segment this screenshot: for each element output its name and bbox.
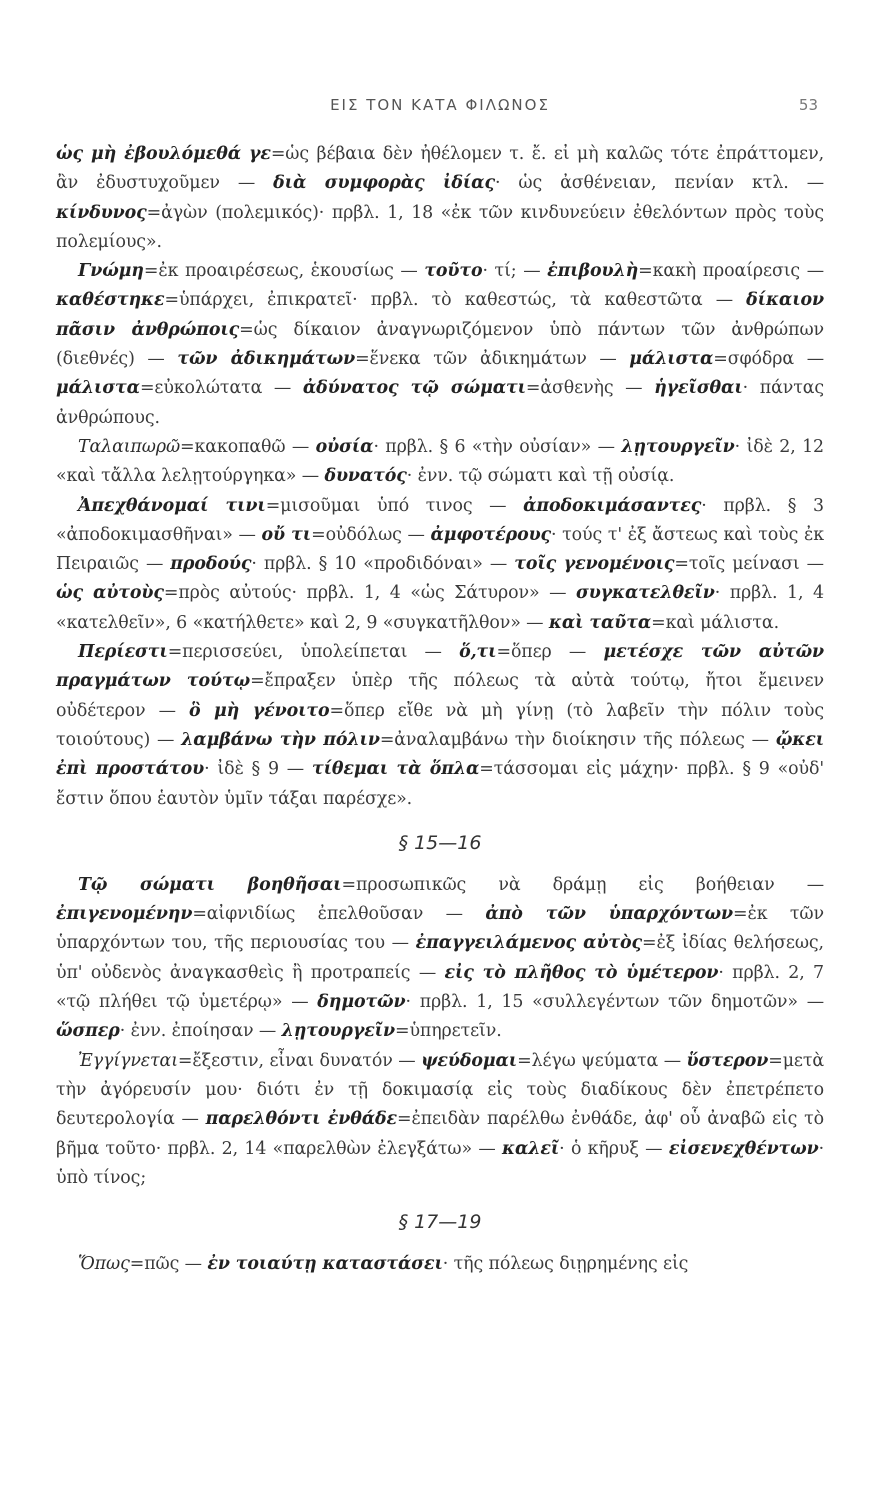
lemma-term: ὕστερον xyxy=(686,1050,769,1071)
gloss-text: · ἐνν. ἐποίησαν — xyxy=(119,1021,282,1042)
gloss-text: =ὑπάρχει, ἐπικρατεῖ· πρβλ. τὸ καθεστώς, τὰ καθεστῶτα — xyxy=(164,290,747,311)
lemma-term: τοῦτο xyxy=(424,261,483,282)
commentary-paragraph xyxy=(56,638,824,814)
commentary-paragraph xyxy=(56,1250,824,1279)
lemma-term: λῃτουργεῖν xyxy=(621,436,735,457)
lemma-term: λαμβάνω τὴν πόλιν xyxy=(181,729,380,750)
gloss-text: =ἐκ τῶν ὑπαρχόντων του, τῆς περιουσίας του — xyxy=(56,904,824,954)
lemma-term: ἐπιβουλὴ xyxy=(547,261,639,282)
gloss-text: =ἀναλαμβάνω τὴν διοίκησιν τῆς πόλεως — xyxy=(379,729,776,750)
lemma-term: οὔ τι xyxy=(261,524,312,545)
lemma-term: ὅ,τι xyxy=(459,642,497,663)
lemma-term: τῶν ἀδικημάτων xyxy=(177,349,356,370)
gloss-text: =ἔξεστιν, εἶναι δυνατόν — xyxy=(177,1050,422,1071)
lemma-term: ὡς αὐτοὺς xyxy=(56,583,164,604)
lemma-term: τίθεμαι τὰ ὅπλα xyxy=(311,759,480,780)
gloss-text: =ἀσθενὴς — xyxy=(525,378,655,399)
gloss-text: =εὐκολώτατα — xyxy=(139,378,303,399)
lemma-term: δημοτῶν xyxy=(317,992,406,1013)
lemma-term: παρελθόντι ἐνθάδε xyxy=(205,1109,397,1130)
gloss-text: · πάντας ἀνθρώπους. xyxy=(56,378,824,428)
gloss-text: =κακὴ προαίρεσις — xyxy=(638,261,825,282)
lemma-term: ἐπιγενομένην xyxy=(56,904,193,925)
lemma-term: Ὅπως xyxy=(78,1254,130,1275)
lemma-term: ἀπὸ τῶν ὑπαρχόντων xyxy=(485,904,733,925)
gloss-text: · τῆς πόλεως διῃρημένης εἰς xyxy=(442,1254,689,1275)
lemma-term: δυνατός xyxy=(324,466,407,487)
lemma-term: οὐσία xyxy=(315,436,374,457)
lemma-term: ἀδύνατος τῷ σώματι xyxy=(302,378,526,399)
gloss-text: =αἰφνιδίως ἐπελθοῦσαν — xyxy=(192,904,486,925)
commentary-paragraph xyxy=(56,1047,824,1193)
gloss-text: =μισοῦμαι ὑπό τινος — xyxy=(265,495,524,516)
lemma-term: καλεῖ xyxy=(502,1138,560,1159)
gloss-text: =προσωπικῶς νὰ δράμῃ εἰς βοήθειαν — xyxy=(341,874,825,895)
commentary-paragraph xyxy=(56,433,824,492)
section-heading: § 15—16 xyxy=(398,831,482,854)
commentary-paragraph xyxy=(56,257,824,433)
lemma-term: ὡς μὴ ἐβουλόμεθά γε xyxy=(56,144,271,164)
commentary-body xyxy=(56,140,824,1279)
gloss-text: =ὡς δίκαιον ἀναγνωριζόμενον ὑπὸ πάντων τῶν ἀνθρώπων (διεθνές) — xyxy=(56,319,824,370)
gloss-text: · ὑπὸ τίνος; xyxy=(56,1138,825,1188)
page-number: 53 xyxy=(798,96,818,114)
gloss-text: · πρβλ. § 6 «τὴν οὐσίαν» — xyxy=(373,436,622,457)
lemma-term: κίνδυνος xyxy=(56,202,147,223)
gloss-text: =ἐκ προαιρέσεως, ἑκουσίως — xyxy=(143,261,425,282)
lemma-term: Τῷ σώματι βοηθῆσαι xyxy=(78,874,342,895)
gloss-text: =ἀγὼν (πολεμικός)· πρβλ. 1, 18 «ἐκ τῶν κινδυνεύειν ἐθελόντων πρὸς τοὺς πολεμίους». xyxy=(56,202,824,252)
lemma-term: Ταλαιπωρῶ xyxy=(78,436,181,457)
lemma-term: Περίεστι xyxy=(78,642,168,663)
gloss-text: =ὡς βέβαια δὲν ἠθέλομεν τ. ἔ. εἰ μὴ καλῶς τότε ἐπράττομεν, ἂν ἐδυστυχοῦμεν — xyxy=(56,144,824,194)
gloss-text: =ὑπηρετεῖν. xyxy=(394,1021,502,1042)
lemma-term: εἰσενεχθέντων xyxy=(668,1138,819,1159)
lemma-term: μάλιστα xyxy=(56,378,140,399)
gloss-text: · πρβλ. 1, 4 «κατελθεῖν», 6 «κατήλθετε» καὶ 2, 9 «συγκατῆλθον» — xyxy=(56,583,824,633)
lemma-term: ὥσπερ xyxy=(56,1021,120,1042)
lemma-term: Ἀπεχθάνομαί τινι xyxy=(78,495,266,516)
lemma-term: ᾤκει ἐπὶ προστάτου xyxy=(56,729,825,780)
gloss-text: =οὐδόλως — xyxy=(311,524,431,545)
gloss-text: · πρβλ. § 3 «ἀποδοκιμασθῆναι» — xyxy=(56,495,824,545)
lemma-term: ἐν τοιαύτῃ καταστάσει xyxy=(207,1254,443,1275)
gloss-text: · τί; — xyxy=(482,261,548,282)
gloss-text: =περισσεύει, ὑπολείπεται — xyxy=(167,642,460,663)
gloss-text: =τοῖς μείνασι — xyxy=(674,554,824,575)
lemma-term: Ἐγγίγνεται xyxy=(78,1050,178,1071)
lemma-term: καὶ ταῦτα xyxy=(548,612,652,633)
gloss-text: =μετὰ τὴν ἀγόρευσίν μου· διότι ἐν τῇ δοκιμασίᾳ εἰς τοὺς διαδίκους δὲν ἐπετρέπετο δευτερολογία — xyxy=(56,1050,824,1130)
gloss-text: · ὁ κῆρυξ — xyxy=(559,1138,669,1159)
gloss-text: =πῶς — xyxy=(129,1254,208,1275)
gloss-text: · πρβλ. 2, 7 «τῷ πλήθει τῷ ὑμετέρῳ» — xyxy=(56,962,824,1013)
commentary-paragraph xyxy=(56,492,824,638)
lemma-term: μάλιστα xyxy=(629,349,714,370)
lemma-term: τοῖς γενομένοις xyxy=(514,554,675,575)
lemma-term: μετέσχε τῶν αὐτῶν πραγμάτων τούτῳ xyxy=(56,642,824,692)
gloss-text: =πρὸς αὐτούς· πρβλ. 1, 4 «ὡς Σάτυρον» — xyxy=(163,583,576,604)
section-heading: § 17—19 xyxy=(398,1211,482,1234)
gloss-text: =ὅπερ εἴθε νὰ μὴ γίνῃ (τὸ λαβεῖν τὴν πόλιν τοὺς τοιούτους) — xyxy=(56,700,824,750)
gloss-text: · τούς τ' ἐξ ἄστεως καὶ τοὺς ἐκ Πειραιῶς — xyxy=(56,524,824,575)
lemma-term: ψεύδομαι xyxy=(421,1050,518,1071)
lemma-term: ἡγεῖσθαι xyxy=(654,378,743,399)
gloss-text: =ἐξ ἰδίας θελήσεως, ὑπ' οὐδενὸς ἀναγκασθεὶς ἢ προτραπείς — xyxy=(56,933,824,983)
lemma-term: προδούς xyxy=(170,554,252,575)
gloss-text: · πρβλ. 1, 15 «συλλεγέντων τῶν δημοτῶν» — xyxy=(405,992,824,1013)
lemma-term: ἐπαγγειλάμενος αὐτὸς xyxy=(415,933,642,954)
gloss-text: =ἐπειδὰν παρέλθω ἐνθάδε, ἀφ' οὗ ἀναβῶ εἰς τὸ βῆμα τοῦτο· πρβλ. 2, 14 «παρελθὼν ἐλεγξάτω» — xyxy=(56,1109,824,1159)
lemma-term: εἰς τὸ πλῆθος τὸ ὑμέτερον xyxy=(444,962,719,983)
commentary-paragraph xyxy=(56,140,824,257)
gloss-text: =καὶ μάλιστα. xyxy=(651,612,780,633)
lemma-term: καθέστηκε xyxy=(56,290,165,311)
lemma-term: διὰ συμφορὰς ἰδίας xyxy=(273,173,495,194)
gloss-text: =ἔπραξεν ὑπὲρ τῆς πόλεως τὰ αὐτὰ τούτῳ, ἤτοι ἔμεινεν οὐδέτερον — xyxy=(56,671,824,721)
book-page xyxy=(56,0,824,1500)
gloss-text: · πρβλ. § 10 «προδιδόναι» — xyxy=(251,554,515,575)
gloss-text: =ὅπερ — xyxy=(496,642,604,663)
gloss-text: · ἰδὲ 2, 12 «καὶ τἄλλα λελῃτούργηκα» — xyxy=(56,436,824,487)
gloss-text: · ἐνν. τῷ σώματι καὶ τῇ οὐσίᾳ. xyxy=(406,466,675,487)
gloss-text: =τάσσομαι εἰς μάχην· πρβλ. § 9 «οὐδ' ἔστιν ὅπου ἑαυτὸν ὑμῖν τάξαι παρέσχε». xyxy=(56,759,825,809)
lemma-term: ἀμφοτέρους xyxy=(430,524,552,545)
lemma-term: λῃτουργεῖν xyxy=(281,1021,395,1042)
lemma-term: ὃ μὴ γένοιτο xyxy=(188,700,330,721)
commentary-paragraph xyxy=(56,871,824,1047)
gloss-text: =κακοπαθῶ — xyxy=(180,436,316,457)
gloss-text: =λέγω ψεύματα — xyxy=(517,1050,687,1071)
gloss-text: · ὡς ἀσθένειαν, πενίαν κτλ. — xyxy=(494,173,824,194)
running-title: ΕΙΣ ΤΟΝ ΚΑΤΑ ΦΙΛΩΝΟΣ xyxy=(330,96,550,114)
gloss-text: · ἰδὲ § 9 — xyxy=(204,759,312,780)
lemma-term: δίκαιον πᾶσιν ἀνθρώποις xyxy=(56,290,824,340)
lemma-term: Γνώμη xyxy=(78,261,144,282)
lemma-term: ἀποδοκιμάσαντες xyxy=(523,495,702,516)
lemma-term: συγκατελθεῖν xyxy=(575,583,715,604)
gloss-text: =ἕνεκα τῶν ἀδικημάτων — xyxy=(355,349,630,370)
gloss-text: =σφόδρα — xyxy=(713,349,825,370)
